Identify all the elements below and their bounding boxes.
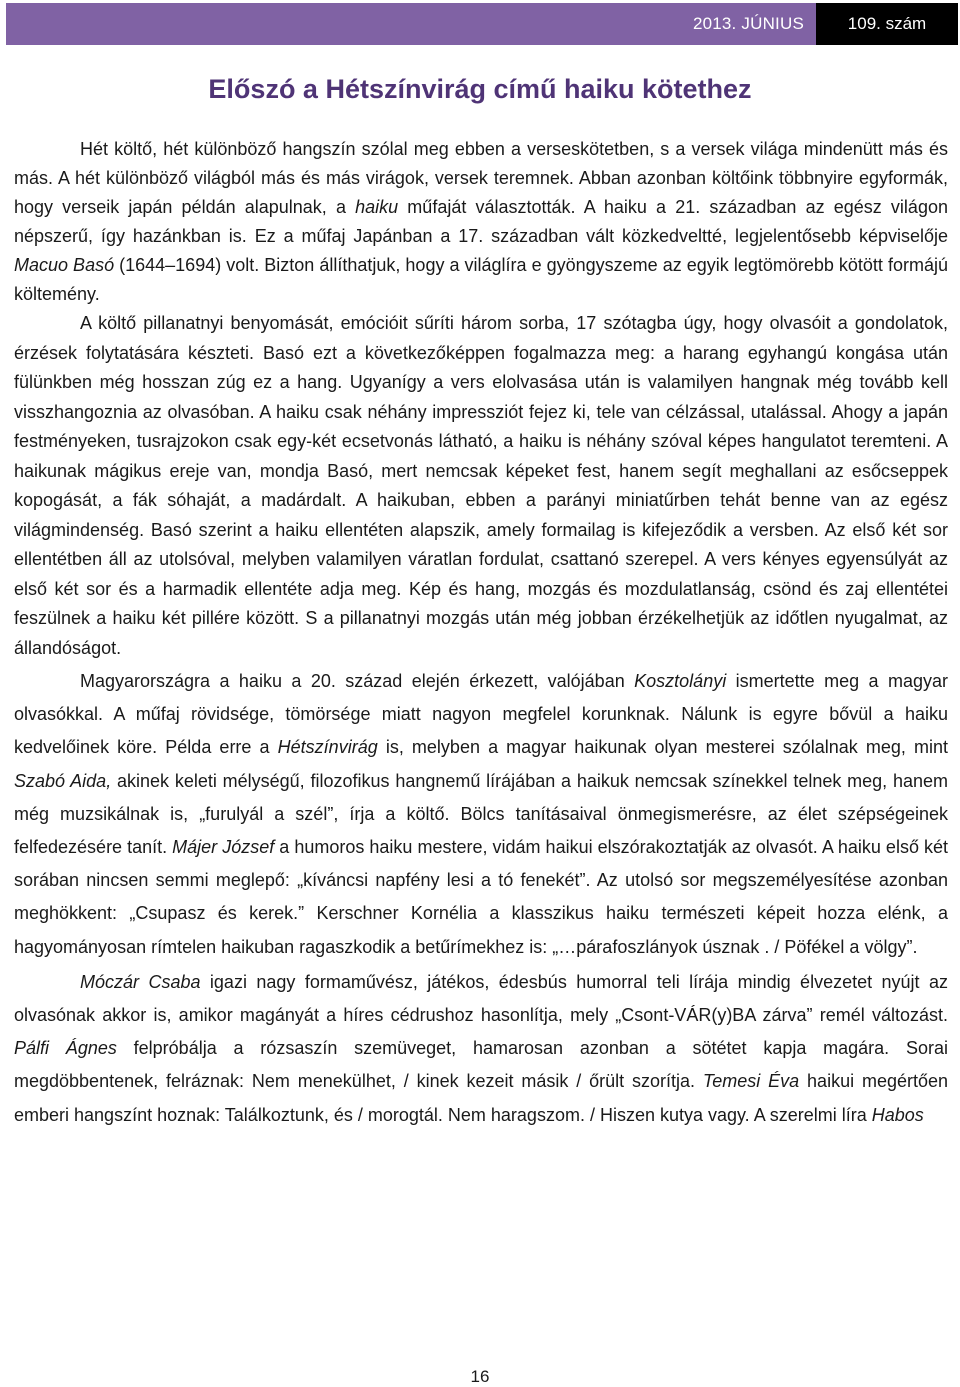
text-run: A költő pillanatnyi benyomását, emócióit sűríti három sorba, 17 szótagba úgy, hogy olvasóit a gondolatok, érzések folytatására készteti. Basó ezt a következőképpen fogalmazza meg: a harang egyhangú kongása után fülünkben még hosszan zúg ez a hang. Ugyanígy a vers elolvasása után is valamilyen hangnak még tovább kell visszhangoznia az olvasóban. A haiku csak néhány impressziót fejez ki, tele van célzással, utalással. Ahogy a japán festményeken, tusrajzokon csak egy-két ecsetvonás látható, a haiku is néhány szóval képes hangulatot teremteni. A haikunak mágikus ereje van, mondja Basó, mert nemcsak képeket fest, hanem segít meghallani az esőcseppek kopogását, a fák sóhaját, a madárdalt. A haikuban, ebben a parányi miniatűrben tehát benne van az egész világmindenség. Basó szerint a haiku ellentéten alapszik, amely formailag is kifejeződik a versben. Az első két sor ellentétben áll az utolsóval, melyben valamilyen váratlan fordulat, csattanó szerepel. A vers kényes egyensúlyát az első két sor és a harmadik ellentéte adja meg. Kép és hang, mozgás és mozdulatlanság, csönd és zaj ellentétei feszülnek a haiku két pillére között. S a pillanatnyi mozgás után még jobban érzékelhetjük az időtlen nyugalmat, az állandóságot.: [14, 313, 948, 658]
article-title: Előszó a Hétszínvirág című haiku kötethez: [208, 74, 752, 104]
italic-name: Májer József: [172, 837, 275, 858]
italic-name: Habos: [871, 1104, 924, 1125]
page-header: [6, 3, 958, 45]
italic-name: Kosztolányi: [634, 671, 727, 691]
text-run: felpróbálja a rózsaszín szemüveget, hamarosan azonban a sötétet kapja magára. Sorai megdöbbentenek, felráznak: Nem menekülhet, / kinek kezeit másik / őrült szorítja.: [14, 1038, 948, 1092]
italic-name: Pálfi Ágnes: [14, 1038, 117, 1059]
italic-name: Temesi Éva: [702, 1071, 800, 1092]
paragraph-3: [14, 665, 948, 964]
italic-name: haiku: [355, 197, 399, 217]
article-body: [14, 135, 948, 1132]
text-run: a humoros haiku mestere, vidám haikui elszórakoztatják az olvasót. A haiku első két sorában nincsen semmi meglepő: „kíváncsi napfény lesi a tó fenekét”. Az utolsó sor megszemélyesítése azonban meghökkent: „Csupasz és kerek.” Kerschner Kornélia a klasszikus haiku természeti képeit hozza elénk, a hagyományosan rímtelen haikuban ragaszkodik a betűrímekhez is: „…párafoszlányok úsznak . / Pöfékel a völgy”.: [14, 837, 948, 957]
italic-name: Szabó Aida,: [14, 770, 112, 791]
italic-name: Móczár Csaba: [80, 971, 201, 992]
issue-date: 2013. JÚNIUS: [692, 14, 804, 33]
text-run: műfaját választották. A haiku a 21. században az egész világon népszerű, így hazánkban is. Ez a műfaj Japánban a 17. században vált közkedveltté, legjelentősebb képviselője: [14, 197, 948, 246]
paragraph-4: [14, 966, 948, 1132]
text-run: igazi nagy formaművész, játékos, édesbús humorral teli lírája mindig élvezetet nyújt az olvasónak akkor is, amikor magányát a híres cédrushoz hasonlítja, mely „Csont-VÁR(y)BA zárva” remél változást.: [14, 971, 949, 1026]
text-run: haikui megértően emberi hangszínt hoznak: Találkoztunk, és / morogtál. Nem haragszom. / Hiszen kutya vagy. A szerelmi líra: [14, 1071, 949, 1125]
text-run: Hét költő, hét különböző hangszín szólal meg ebben a verseskötetben, s a versek világa mindenütt más és más. A hét különböző világból más és más virágok, versek teremnek. Abban azonban költőink többnyire egyformák, hogy verseik japán példán alapulnak, a: [14, 139, 948, 217]
text-run: Magyarországra a haiku a 20. század elején érkezett, valójában: [80, 671, 635, 691]
paragraph-2: [14, 309, 948, 663]
text-run: (1644–1694) volt. Bizton állíthatjuk, hogy a világlíra e gyöngyszeme az egyik legtömörebb kötött formájú költemény.: [14, 255, 948, 304]
paragraph-1: [14, 135, 948, 309]
italic-name: Macuo Basó: [14, 255, 115, 275]
text-run: ismertette meg a magyar olvasókkal. A műfaj rövidsége, tömörsége miatt nagyon megfelel korunknak. Nálunk is egyre bővül a haiku kedvelőinek köre. Példa erre a: [14, 671, 948, 758]
text-run: is, melyben a magyar haikunak olyan mesterei szólalnak meg, mint: [377, 737, 948, 758]
page-number: 16: [470, 1367, 490, 1386]
issue-number: 109. szám: [816, 3, 958, 45]
italic-name: Hétszínvirág: [277, 737, 378, 758]
text-run: akinek keleti mélységű, filozofikus hangnemű lírájában a haikuk nemcsak színekkel telnek meg, hanem még muzsikálnak is, „furulyál a szél”, írja a költő. Bölcs tanításaival önmegismerésre, az élet szépségeinek felfedezésére tanít.: [14, 770, 948, 858]
header-band: [6, 3, 816, 45]
